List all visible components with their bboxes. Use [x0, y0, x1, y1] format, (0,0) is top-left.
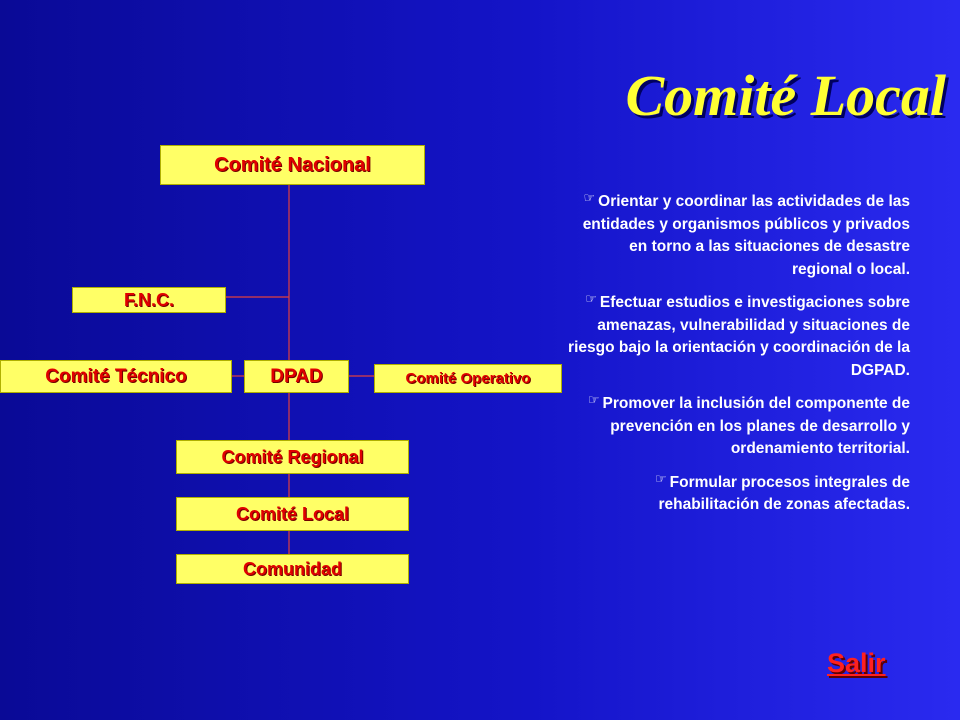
pointing-hand-icon: ☞ — [585, 292, 597, 307]
box-dpad-label: DPAD — [270, 365, 323, 387]
box-comite-nacional — [160, 145, 425, 185]
function-item — [565, 289, 910, 382]
box-comite-tecnico-label: Comité Técnico — [45, 365, 187, 387]
box-comite-local-label: Comité Local — [235, 503, 350, 524]
function-text: Efectuar estudios e investigaciones sobre amenazas, vulnerabilidad y situaciones de riesgo bajo la orientación y coordinación de la DGPAD. — [568, 294, 910, 379]
box-comite-regional-label: Comité Regional — [221, 446, 364, 467]
box-comite-operativo-label: Comité Operativo — [405, 370, 531, 387]
function-text: Formular procesos integrales de rehabilitación de zonas afectadas. — [658, 473, 910, 513]
box-comunidad-label: Comunidad — [243, 558, 342, 579]
function-item — [565, 390, 910, 461]
box-comite-local — [176, 497, 409, 531]
pointing-hand-icon: ☞ — [587, 393, 600, 408]
function-text: Orientar y coordinar las actividades de las entidades y organismos públicos y privados en torno a las situaciones de desastre regional o local. — [582, 193, 910, 278]
box-comite-operativo — [374, 364, 562, 393]
function-item — [565, 469, 910, 517]
pointing-hand-icon: ☞ — [655, 471, 667, 487]
salir-link[interactable]: Salir — [827, 648, 886, 678]
page-title: Comité Local — [625, 63, 946, 128]
box-comunidad — [176, 554, 409, 584]
function-text: Promover la inclusión del componente de prevención en los planes de desarrollo y ordenamiento territorial. — [602, 395, 910, 457]
box-comite-nacional-label: Comité Nacional — [214, 153, 371, 176]
pointing-hand-icon: ☞ — [583, 191, 596, 206]
box-fnc — [72, 287, 226, 313]
box-dpad — [244, 360, 349, 393]
box-comite-tecnico — [0, 360, 232, 393]
functions-list — [565, 188, 910, 525]
box-comite-regional — [176, 440, 409, 474]
box-fnc-label: F.N.C. — [123, 289, 174, 310]
function-item — [565, 188, 910, 281]
